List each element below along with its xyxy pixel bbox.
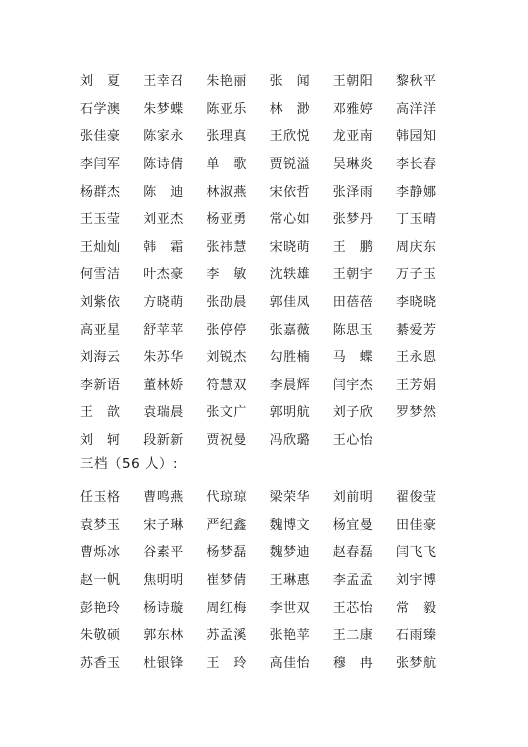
person-name: 杨诗璇 (143, 600, 184, 616)
name-row (80, 176, 460, 204)
person-name: 杨宜曼 (332, 517, 374, 533)
name-row (80, 314, 460, 342)
name-row (80, 204, 460, 232)
person-name: 张祎慧 (206, 239, 247, 255)
person-name: 赵春磊 (332, 545, 374, 561)
person-name: 綦爱芳 (395, 322, 437, 338)
person-name: 张艳苹 (269, 628, 311, 644)
person-name: 李新语 (80, 377, 121, 393)
person-name: 方晓萌 (143, 295, 184, 311)
person-name: 李 敏 (206, 267, 247, 283)
name-row (80, 232, 460, 260)
person-name: 韩 霜 (143, 239, 184, 255)
person-name: 魏梦迪 (269, 545, 311, 561)
person-name: 严纪鑫 (206, 517, 247, 533)
person-name: 周庆东 (395, 239, 437, 255)
person-name: 李晓晓 (395, 295, 437, 311)
name-row (80, 620, 460, 648)
person-name: 李长春 (395, 157, 437, 173)
person-name: 王欣悦 (269, 129, 311, 145)
name-row (80, 94, 460, 122)
person-name: 刘宇博 (395, 573, 437, 589)
person-name: 冯欣璐 (269, 433, 311, 449)
person-name: 朱艳丽 (206, 74, 247, 90)
person-name: 李晨辉 (269, 377, 311, 393)
person-name: 闫飞飞 (395, 545, 437, 561)
person-name: 陈诗倩 (143, 157, 184, 173)
person-name: 李闫军 (80, 157, 121, 173)
person-name: 郭佳凤 (269, 295, 311, 311)
person-name: 王朝阳 (332, 74, 374, 90)
person-name: 龙亚南 (332, 129, 374, 145)
person-name: 杨亚勇 (206, 212, 247, 228)
person-name: 王玉莹 (80, 212, 121, 228)
person-name: 曹烁冰 (80, 545, 121, 561)
person-name: 谷素平 (143, 545, 184, 561)
person-name: 张 闻 (269, 74, 311, 90)
person-name: 朱梦蝶 (143, 101, 184, 117)
person-name: 王 歆 (80, 405, 121, 421)
person-name: 陈思玉 (332, 322, 374, 338)
name-row (80, 66, 460, 94)
person-name: 陈亚乐 (206, 101, 247, 117)
person-name: 郭东林 (143, 628, 184, 644)
person-name: 单 歌 (206, 157, 247, 173)
person-name: 曹鸣燕 (143, 490, 184, 506)
person-name: 张泽雨 (332, 184, 374, 200)
person-name: 常心如 (269, 212, 311, 228)
person-name: 林淑燕 (206, 184, 247, 200)
person-name: 袁梦玉 (80, 517, 121, 533)
person-name: 王二康 (332, 628, 374, 644)
person-name: 代琼琼 (206, 490, 247, 506)
name-row (80, 510, 460, 538)
person-name: 王心怡 (332, 433, 374, 449)
person-name: 苏孟溪 (206, 628, 247, 644)
person-name: 彭艳玲 (80, 600, 121, 616)
person-name: 张嘉薇 (269, 322, 311, 338)
person-name: 刘 夏 (80, 74, 121, 90)
person-name: 周红梅 (206, 600, 247, 616)
person-name: 赵一帆 (80, 573, 121, 589)
person-name: 勾胜楠 (269, 350, 311, 366)
person-name: 万子玉 (395, 267, 437, 283)
person-name: 陈家永 (143, 129, 184, 145)
person-name: 朱苏华 (143, 350, 184, 366)
person-name: 张劭晨 (206, 295, 247, 311)
person-name: 舒苹苹 (143, 322, 184, 338)
person-name: 焦明明 (143, 573, 184, 589)
name-list-grade-two (80, 66, 460, 452)
person-name: 杨群杰 (80, 184, 121, 200)
person-name: 袁瑞晨 (143, 405, 184, 421)
person-name: 石学澳 (80, 101, 121, 117)
person-name: 高佳怡 (269, 655, 311, 671)
person-name: 闫宇杰 (332, 377, 374, 393)
person-name: 叶杰豪 (143, 267, 184, 283)
name-row (80, 648, 460, 676)
person-name: 符慧双 (206, 377, 247, 393)
person-name: 何雪洁 (80, 267, 121, 283)
person-name: 王芳娟 (395, 377, 437, 393)
person-name: 黎秋平 (395, 74, 437, 90)
person-name: 高洋洋 (395, 101, 437, 117)
name-row (80, 425, 460, 453)
person-name: 王永恩 (395, 350, 437, 366)
person-name: 朱敬硕 (80, 628, 121, 644)
person-name: 吴琳炎 (332, 157, 374, 173)
person-name: 刘锐杰 (206, 350, 247, 366)
name-row (80, 149, 460, 177)
person-name: 李世双 (269, 600, 311, 616)
person-name: 杜银锋 (143, 655, 184, 671)
person-name: 罗梦然 (395, 405, 437, 421)
name-row (80, 537, 460, 565)
person-name: 王芯怡 (332, 600, 374, 616)
person-name: 刘 轲 (80, 433, 121, 449)
person-name: 宋依哲 (269, 184, 311, 200)
person-name: 翟俊莹 (395, 490, 437, 506)
person-name: 刘海云 (80, 350, 121, 366)
person-name: 刘紫依 (80, 295, 121, 311)
person-name: 王朝宇 (332, 267, 374, 283)
name-row (80, 565, 460, 593)
person-name: 田蓓蓓 (332, 295, 374, 311)
person-name: 张梦航 (395, 655, 437, 671)
person-name: 高亚星 (80, 322, 121, 338)
person-name: 韩园知 (395, 129, 437, 145)
person-name: 李静娜 (395, 184, 437, 200)
name-row (80, 259, 460, 287)
name-row (80, 592, 460, 620)
person-name: 王琳惠 (269, 573, 311, 589)
person-name: 张梦丹 (332, 212, 374, 228)
person-name: 张文广 (206, 405, 247, 421)
person-name: 邓雅婷 (332, 101, 374, 117)
person-name: 宋子琳 (143, 517, 184, 533)
person-name: 沈轶雄 (269, 267, 311, 283)
person-name: 崔梦倩 (206, 573, 247, 589)
name-row (80, 121, 460, 149)
person-name: 陈 迪 (143, 184, 184, 200)
person-name: 林 渺 (269, 101, 311, 117)
name-row (80, 370, 460, 398)
person-name: 石雨臻 (395, 628, 437, 644)
person-name: 苏香玉 (80, 655, 121, 671)
person-name: 郭明航 (269, 405, 311, 421)
name-list-grade-three (80, 482, 460, 675)
person-name: 杨梦磊 (206, 545, 247, 561)
person-name: 穆 冉 (332, 655, 374, 671)
person-name: 张停停 (206, 322, 247, 338)
person-name: 刘亚杰 (143, 212, 184, 228)
person-name: 张理真 (206, 129, 247, 145)
person-name: 段新新 (143, 433, 184, 449)
person-name: 任玉格 (80, 490, 121, 506)
person-name: 宋晓萌 (269, 239, 311, 255)
person-name: 常 毅 (395, 600, 437, 616)
name-row (80, 287, 460, 315)
person-name: 刘子欣 (332, 405, 374, 421)
person-name: 丁玉晴 (395, 212, 437, 228)
person-name: 王灿灿 (80, 239, 121, 255)
person-name: 刘前明 (332, 490, 374, 506)
person-name: 王幸召 (143, 74, 184, 90)
person-name: 贾祝曼 (206, 433, 247, 449)
name-row (80, 397, 460, 425)
person-name: 田佳豪 (395, 517, 437, 533)
person-name: 王 鹏 (332, 239, 374, 255)
name-row (80, 482, 460, 510)
name-row (80, 342, 460, 370)
person-name: 马 蝶 (332, 350, 374, 366)
person-name: 梁荣华 (269, 490, 311, 506)
person-name: 张佳豪 (80, 129, 121, 145)
person-name: 魏博文 (269, 517, 311, 533)
person-name: 王 玲 (206, 655, 247, 671)
person-name: 贾锐溢 (269, 157, 311, 173)
person-name: 李孟孟 (332, 573, 374, 589)
grade-three-heading: 三档（56 人）: (80, 456, 179, 472)
person-name: 董林娇 (143, 377, 184, 393)
